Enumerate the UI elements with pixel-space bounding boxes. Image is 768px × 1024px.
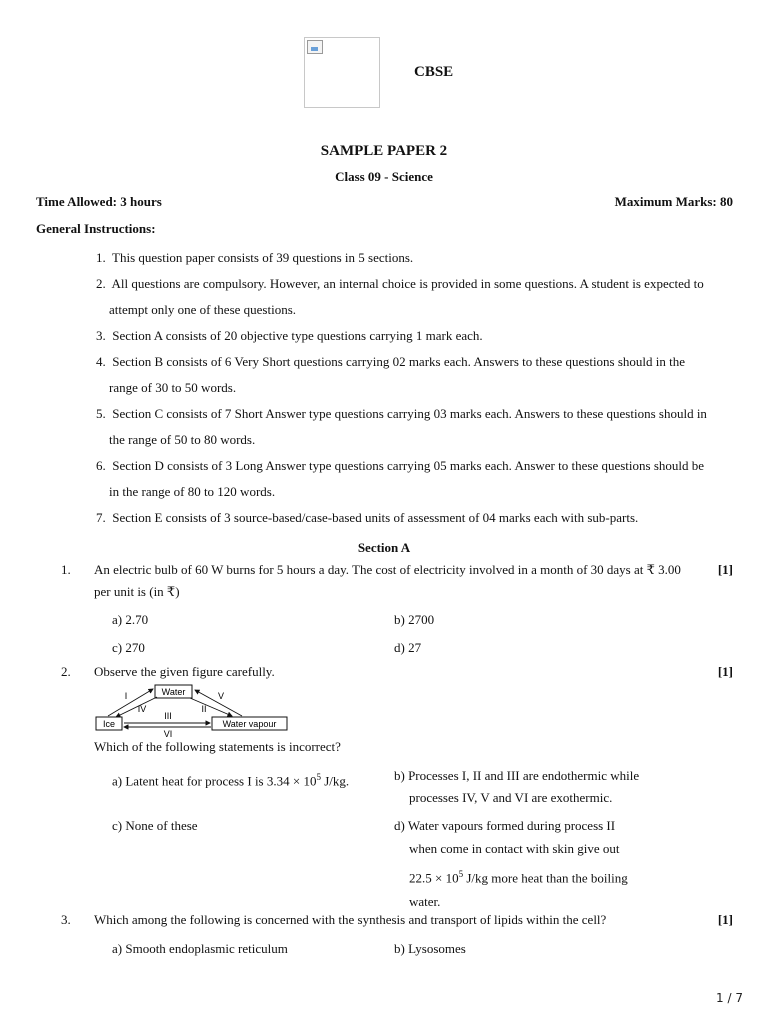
process-iv-label: IV bbox=[137, 704, 147, 714]
option-b[interactable]: b) Processes I, II and III are endothermic while processes IV, V and VI are exothermic. bbox=[394, 768, 640, 805]
process-ii-label: II bbox=[201, 704, 207, 714]
instruction-item: 7. Section E consists of 3 source-based/case-based units of assessment of 04 marks each with sub-parts. bbox=[96, 510, 639, 525]
ice-label: Ice bbox=[102, 719, 116, 729]
process-v-label: V bbox=[217, 691, 225, 701]
question-number: 2. bbox=[61, 664, 71, 679]
instruction-continuation: the range of 50 to 80 words. bbox=[109, 432, 256, 447]
question-number: 1. bbox=[61, 562, 71, 577]
option-c[interactable]: c) None of these bbox=[112, 818, 198, 833]
option-c[interactable]: c) 270 bbox=[112, 640, 145, 655]
question-marks: [1] bbox=[717, 562, 733, 577]
states-of-matter-diagram bbox=[94, 683, 290, 739]
class-subject: Class 09 - Science bbox=[335, 169, 433, 184]
option-d[interactable]: d) 27 bbox=[394, 640, 422, 655]
instruction-item: 6. Section D consists of 3 Long Answer type questions carrying 05 marks each. Answer to these questions should be bbox=[96, 458, 705, 473]
question-1-text: An electric bulb of 60 W burns for 5 hours a day. The cost of electricity involved in a month of 30 days at ₹ 3.00 per unit is (in ₹) bbox=[94, 562, 681, 599]
instruction-item: 3. Section A consists of 20 objective type questions carrying 1 mark each. bbox=[96, 328, 483, 343]
option-a[interactable]: a) 2.70 bbox=[112, 612, 149, 627]
question-number: 3. bbox=[61, 912, 71, 927]
option-b[interactable]: b) 2700 bbox=[394, 612, 435, 627]
process-iii-label: III bbox=[164, 711, 172, 721]
general-instructions-label: General Instructions: bbox=[36, 221, 156, 236]
cbse-logo-image bbox=[304, 37, 380, 108]
instruction-item: 4. Section B consists of 6 Very Short questions carrying 02 marks each. Answers to these questions should in the bbox=[96, 354, 686, 369]
max-marks: Maximum Marks: 80 bbox=[614, 194, 733, 209]
instruction-continuation: attempt only one of these questions. bbox=[109, 302, 297, 317]
question-2-text: Observe the given figure carefully. bbox=[94, 664, 275, 679]
option-b[interactable]: b) Lysosomes bbox=[394, 941, 466, 956]
paper-title: SAMPLE PAPER 2 bbox=[320, 143, 448, 159]
question-marks: [1] bbox=[717, 664, 733, 679]
process-vi-label: VI bbox=[163, 729, 173, 739]
instruction-item: 5. Section C consists of 7 Short Answer type questions carrying 03 marks each. Answers to these questions should in bbox=[96, 406, 707, 421]
broken-image-icon bbox=[307, 40, 323, 54]
instructions-list bbox=[96, 245, 736, 531]
process-i-label: I bbox=[124, 691, 128, 701]
instruction-continuation: in the range of 80 to 120 words. bbox=[109, 484, 276, 499]
option-a[interactable]: a) Smooth endoplasmic reticulum bbox=[112, 941, 288, 956]
question-2-prompt: Which of the following statements is incorrect? bbox=[94, 739, 341, 754]
option-a[interactable]: a) Latent heat for process I is $3.34 \times 10^5$ J/kg. bbox=[112, 772, 350, 789]
instruction-item: 1. This question paper consists of 39 questions in 5 sections. bbox=[96, 250, 414, 265]
water-label: Water bbox=[161, 687, 186, 697]
option-d[interactable]: d) Water vapours formed during process II when come in contact with skin give out $22.5 \times 10^5$ J/kg more heat than the boiling water. bbox=[394, 818, 628, 910]
vapour-label: Water vapour bbox=[222, 719, 277, 729]
section-a-heading: Section A bbox=[357, 540, 411, 555]
instruction-continuation: range of 30 to 50 words. bbox=[109, 380, 237, 395]
time-allowed: Time Allowed: 3 hours bbox=[36, 194, 162, 209]
question-3-text: Which among the following is concerned with the synthesis and transport of lipids within the cell? bbox=[94, 912, 607, 927]
instruction-item: 2. All questions are compulsory. However, an internal choice is provided in some questions. A student is expected to bbox=[96, 276, 704, 291]
org-name: CBSE bbox=[414, 64, 454, 80]
question-marks: [1] bbox=[717, 912, 733, 927]
page-number: 1 / 7 bbox=[716, 991, 743, 1005]
